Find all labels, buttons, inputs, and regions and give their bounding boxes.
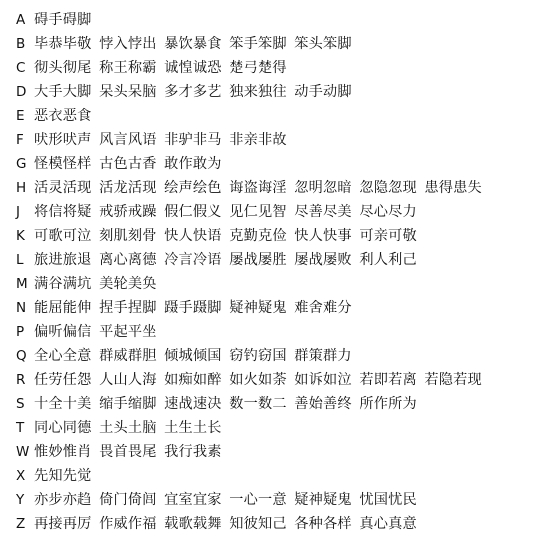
- index-letter: W: [16, 444, 30, 460]
- idiom-group: [34, 368, 489, 392]
- index-letter: Y: [16, 492, 25, 508]
- idiom-row-a: [0, 8, 556, 32]
- idiom-phrase: 先知先觉: [34, 468, 92, 484]
- idiom-phrase: 见仁见智: [229, 204, 287, 220]
- idiom-row-p: [0, 320, 556, 344]
- idiom-phrase: 倚门倚闾: [99, 492, 157, 508]
- index-letter: K: [16, 228, 26, 244]
- idiom-row-g: [0, 152, 556, 176]
- idiom-phrase: 土生土长: [164, 420, 222, 436]
- index-letter: R: [16, 372, 26, 388]
- index-letter: D: [16, 84, 27, 100]
- idiom-phrase: 缩手缩脚: [99, 396, 157, 412]
- idiom-phrase: 克勤克俭: [229, 228, 287, 244]
- idiom-phrase: 楚弓楚得: [229, 60, 287, 76]
- index-letter: M: [16, 276, 28, 292]
- index-letter: Q: [16, 348, 27, 364]
- index-letter: S: [16, 396, 25, 412]
- idiom-phrase: 惟妙惟肖: [34, 444, 92, 460]
- idiom-phrase: 毕恭毕敬: [34, 36, 92, 52]
- idiom-phrase: 快人快事: [294, 228, 352, 244]
- idiom-phrase: 偏听偏信: [34, 324, 92, 340]
- idiom-phrase: 活龙活现: [99, 180, 157, 196]
- idiom-phrase: 群策群力: [294, 348, 352, 364]
- idiom-row-m: [0, 272, 556, 296]
- idiom-group: [34, 248, 424, 272]
- idiom-phrase: 若隐若现: [424, 372, 482, 388]
- index-letter: L: [16, 252, 24, 268]
- idiom-row-e: [0, 104, 556, 128]
- idiom-phrase: 畏首畏尾: [99, 444, 157, 460]
- idiom-phrase: 悖入悖出: [99, 36, 157, 52]
- idiom-phrase: 风言风语: [99, 132, 157, 148]
- idiom-phrase: 知彼知己: [229, 516, 287, 532]
- idiom-group: [34, 32, 359, 56]
- idiom-phrase: 如火如荼: [229, 372, 287, 388]
- idiom-phrase: 屡战屡败: [294, 252, 352, 268]
- idiom-phrase: 大手大脚: [34, 84, 92, 100]
- index-letter: B: [16, 36, 26, 52]
- idiom-phrase: 利人利己: [359, 252, 417, 268]
- idiom-phrase: 如痴如醉: [164, 372, 222, 388]
- idiom-group: [34, 296, 359, 320]
- idiom-group: [34, 320, 164, 344]
- idiom-phrase: 如诉如泣: [294, 372, 352, 388]
- idiom-phrase: 作威作福: [99, 516, 157, 532]
- idiom-phrase: 捏手捏脚: [99, 300, 157, 316]
- idiom-phrase: 疑神疑鬼: [294, 492, 352, 508]
- idiom-group: [34, 200, 424, 224]
- idiom-phrase: 群威群胆: [99, 348, 157, 364]
- idiom-phrase: 多才多艺: [164, 84, 222, 100]
- index-letter: Z: [16, 516, 26, 532]
- idiom-phrase: 全心全意: [34, 348, 92, 364]
- idiom-phrase: 数一数二: [229, 396, 287, 412]
- index-letter: N: [16, 300, 27, 316]
- idiom-row-d: [0, 80, 556, 104]
- idiom-phrase: 暴饮暴食: [164, 36, 222, 52]
- index-letter: A: [16, 12, 26, 28]
- idiom-row-j: [0, 200, 556, 224]
- idiom-row-q: [0, 344, 556, 368]
- idiom-phrase: 美轮美奂: [99, 276, 157, 292]
- idiom-phrase: 真心真意: [359, 516, 417, 532]
- idiom-row-s: [0, 392, 556, 416]
- idiom-phrase: 称王称霸: [99, 60, 157, 76]
- idiom-phrase: 忽明忽暗: [294, 180, 352, 196]
- idiom-row-n: [0, 296, 556, 320]
- idiom-phrase: 旅进旅退: [34, 252, 92, 268]
- idiom-group: [34, 512, 424, 536]
- idiom-phrase: 忧国忧民: [359, 492, 417, 508]
- index-letter: X: [16, 468, 26, 484]
- idiom-phrase: 呆头呆脑: [99, 84, 157, 100]
- index-letter: F: [16, 132, 24, 148]
- idiom-phrase: 笨头笨脚: [294, 36, 352, 52]
- idiom-group: [34, 176, 489, 200]
- idiom-row-x: [0, 464, 556, 488]
- idiom-phrase: 患得患失: [424, 180, 482, 196]
- idiom-phrase: 笨手笨脚: [229, 36, 287, 52]
- idiom-phrase: 动手动脚: [294, 84, 352, 100]
- idiom-phrase: 独来独往: [229, 84, 287, 100]
- idiom-phrase: 快人快语: [164, 228, 222, 244]
- idiom-row-z: [0, 512, 556, 536]
- idiom-phrase: 十全十美: [34, 396, 92, 412]
- idiom-row-b: [0, 32, 556, 56]
- idiom-row-h: [0, 176, 556, 200]
- idiom-phrase: 绘声绘色: [164, 180, 222, 196]
- idiom-phrase: 再接再厉: [34, 516, 92, 532]
- idiom-group: [34, 440, 229, 464]
- idiom-phrase: 可歌可泣: [34, 228, 92, 244]
- idiom-phrase: 倾城倾国: [164, 348, 222, 364]
- idiom-phrase: 屡战屡胜: [229, 252, 287, 268]
- idiom-phrase: 人山人海: [99, 372, 157, 388]
- idiom-phrase: 平起平坐: [99, 324, 157, 340]
- idiom-phrase: 善始善终: [294, 396, 352, 412]
- idiom-phrase: 窃钓窃国: [229, 348, 287, 364]
- idiom-phrase: 吠形吠声: [34, 132, 92, 148]
- index-letter: T: [16, 420, 25, 436]
- idiom-row-y: [0, 488, 556, 512]
- idiom-phrase: 敢作敢为: [164, 156, 222, 172]
- idiom-group: [34, 488, 424, 512]
- idiom-phrase: 一心一意: [229, 492, 287, 508]
- idiom-row-f: [0, 128, 556, 152]
- idiom-phrase: 活灵活现: [34, 180, 92, 196]
- idiom-phrase: 诚惶诚恐: [164, 60, 222, 76]
- idiom-row-k: [0, 224, 556, 248]
- idiom-phrase: 非驴非马: [164, 132, 222, 148]
- idiom-phrase: 冷言冷语: [164, 252, 222, 268]
- idiom-phrase: 各种各样: [294, 516, 352, 532]
- idiom-phrase: 载歌载舞: [164, 516, 222, 532]
- idiom-phrase: 将信将疑: [34, 204, 92, 220]
- idiom-phrase: 刻肌刻骨: [99, 228, 157, 244]
- idiom-group: [34, 224, 424, 248]
- idiom-phrase: 彻头彻尾: [34, 60, 92, 76]
- idiom-phrase: 非亲非故: [229, 132, 287, 148]
- idiom-phrase: 宜室宜家: [164, 492, 222, 508]
- index-letter: E: [16, 108, 25, 124]
- idiom-group: [34, 80, 359, 104]
- idiom-phrase: 若即若离: [359, 372, 417, 388]
- index-letter: H: [16, 180, 27, 196]
- idiom-phrase: 可亲可敬: [359, 228, 417, 244]
- idiom-group: [34, 128, 294, 152]
- idiom-group: [34, 344, 359, 368]
- idiom-phrase: 碍手碍脚: [34, 12, 92, 28]
- idiom-phrase: 古色古香: [99, 156, 157, 172]
- idiom-row-c: [0, 56, 556, 80]
- idiom-phrase: 难舍难分: [294, 300, 352, 316]
- idiom-group: [34, 104, 99, 128]
- idiom-group: [34, 56, 294, 80]
- idiom-phrase: 尽善尽美: [294, 204, 352, 220]
- idiom-phrase: 戒骄戒躁: [99, 204, 157, 220]
- index-letter: G: [16, 156, 27, 172]
- idiom-row-r: [0, 368, 556, 392]
- idiom-phrase: 假仁假义: [164, 204, 222, 220]
- idiom-group: [34, 392, 424, 416]
- idiom-phrase: 所作所为: [359, 396, 417, 412]
- idiom-phrase: 亦步亦趋: [34, 492, 92, 508]
- idiom-phrase: 我行我素: [164, 444, 222, 460]
- idiom-group: [34, 152, 229, 176]
- idiom-phrase: 任劳任怨: [34, 372, 92, 388]
- idiom-phrase: 速战速决: [164, 396, 222, 412]
- idiom-phrase: 蹑手蹑脚: [164, 300, 222, 316]
- idiom-group: [34, 464, 99, 488]
- idiom-phrase: 忽隐忽现: [359, 180, 417, 196]
- index-letter: C: [16, 60, 26, 76]
- idiom-phrase: 能屈能伸: [34, 300, 92, 316]
- idiom-phrase: 恶衣恶食: [34, 108, 92, 124]
- idiom-phrase: 怪模怪样: [34, 156, 92, 172]
- idiom-phrase: 土头土脑: [99, 420, 157, 436]
- index-letter: J: [16, 204, 21, 220]
- idiom-phrase: 尽心尽力: [359, 204, 417, 220]
- idiom-group: [34, 8, 99, 32]
- idiom-row-t: [0, 416, 556, 440]
- idiom-group: [34, 416, 229, 440]
- idiom-phrase: 诲盗诲淫: [229, 180, 287, 196]
- idiom-phrase: 疑神疑鬼: [229, 300, 287, 316]
- index-letter: P: [16, 324, 25, 340]
- idiom-phrase: 满谷满坑: [34, 276, 92, 292]
- idiom-row-w: [0, 440, 556, 464]
- idiom-group: [34, 272, 164, 296]
- idiom-phrase: 离心离德: [99, 252, 157, 268]
- idiom-phrase: 同心同德: [34, 420, 92, 436]
- idiom-row-l: [0, 248, 556, 272]
